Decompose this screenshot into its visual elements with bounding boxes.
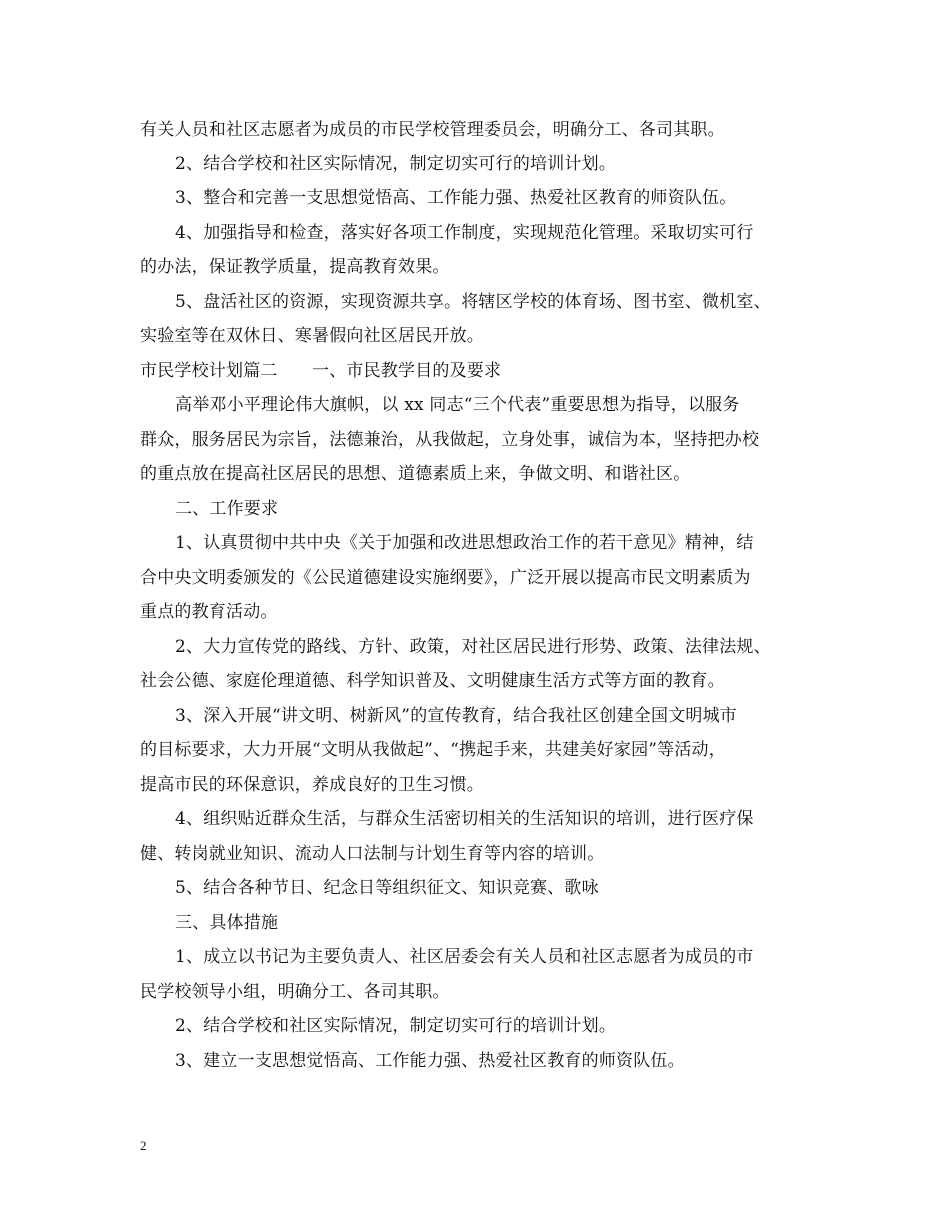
- text-line: 提高市民的环保意识，养成良好的卫生习惯。: [140, 775, 484, 795]
- text-line: 1、认真贯彻中共中央《关于加强和改进思想政治工作的若干意见》精神，结: [175, 533, 754, 553]
- section-heading-line: 市民学校计划篇二 一、市民教学目的及要求: [140, 361, 502, 381]
- text-line: 实验室等在双休日、寒暑假向社区居民开放。: [140, 326, 484, 346]
- text-line: 4、组织贴近群众生活，与群众生活密切相关的生活知识的培训，进行医疗保: [175, 809, 754, 829]
- text-line: 1、成立以书记为主要负责人、社区居委会有关人员和社区志愿者为成员的市: [175, 947, 754, 967]
- text-line: 健、转岗就业知识、流动人口法制与计划生育等内容的培训。: [140, 844, 605, 864]
- text-line: 高举邓小平理论伟大旗帜，以 xx 同志“三个代表”重要思想为指导，以服务: [175, 395, 740, 415]
- text-line: 的重点放在提高社区居民的思想、道德素质上来，争做文明、和谐社区。: [140, 464, 691, 484]
- text-line: 5、盘活社区的资源，实现资源共享。将辖区学校的体育场、图书室、微机室、: [175, 292, 771, 312]
- text-line: 合中央文明委颁发的《公民道德建设实施纲要》，广泛开展以提高市民文明素质为: [140, 568, 751, 588]
- text-line: 民学校领导小组，明确分工、各司其职。: [140, 982, 450, 1002]
- text-line: 2、大力宣传党的路线、方针、政策，对社区居民进行形势、政策、法律法规、: [175, 637, 771, 657]
- text-line: 有关人员和社区志愿者为成员的市民学校管理委员会，明确分工、各司其职。: [140, 120, 725, 140]
- text-line: 重点的教育活动。: [140, 602, 278, 622]
- section-heading: 三、具体措施: [175, 913, 279, 933]
- text-line: 3、建立一支思想觉悟高、工作能力强、热爱社区教育的师资队伍。: [175, 1051, 685, 1071]
- text-line: 3、整合和完善一支思想觉悟高、工作能力强、热爱社区教育的师资队伍。: [175, 188, 737, 208]
- text-line: 的办法，保证教学质量，提高教育效果。: [140, 257, 450, 277]
- text-line: 社会公德、家庭伦理道德、科学知识普及、文明健康生活方式等方面的教育。: [140, 671, 725, 691]
- text-line: 4、加强指导和检查，落实好各项工作制度，实现规范化管理。采取切实可行: [175, 223, 754, 243]
- text-line: 5、结合各种节日、纪念日等组织征文、知识竞赛、歌咏: [175, 878, 599, 898]
- text-line: 3、深入开展“讲文明、树新风”的宣传教育，结合我社区创建全国文明城市: [175, 706, 737, 726]
- text-line: 2、结合学校和社区实际情况，制定切实可行的培训计划。: [175, 1016, 617, 1036]
- text-line: 2、结合学校和社区实际情况，制定切实可行的培训计划。: [175, 154, 617, 174]
- text-line: 的目标要求，大力开展“文明从我做起”、“携起手来，共建美好家园”等活动，: [140, 740, 726, 760]
- page-number: 2: [140, 1138, 147, 1153]
- text-line: 群众，服务居民为宗旨，法德兼治，从我做起，立身处事，诚信为本，坚持把办校: [140, 430, 760, 450]
- section-heading: 二、工作要求: [175, 499, 279, 519]
